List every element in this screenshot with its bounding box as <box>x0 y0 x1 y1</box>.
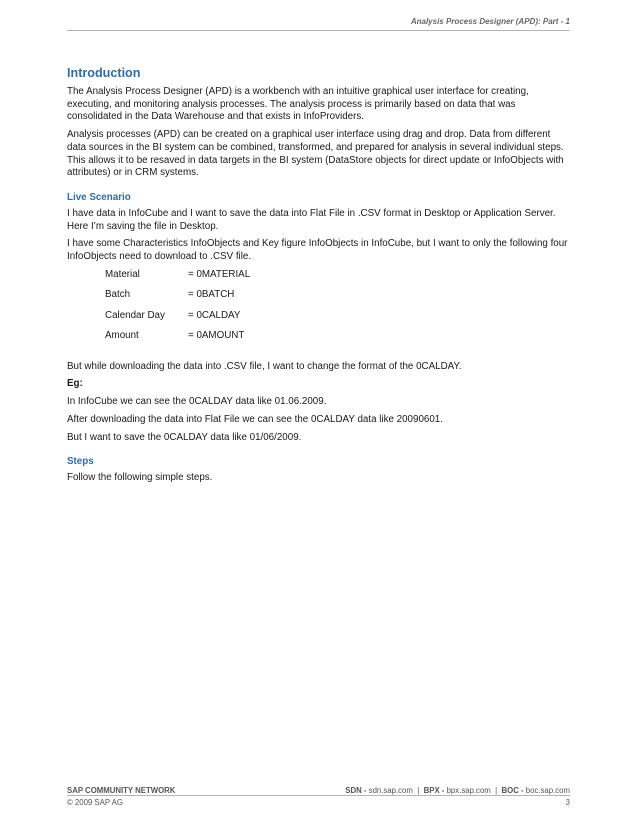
footer-separator: | <box>495 786 498 795</box>
infoobject-value: = 0AMOUNT <box>188 330 245 342</box>
running-header: Analysis Process Designer (APD): Part - 1 <box>410 17 570 26</box>
infoobject-name: Material <box>105 268 140 280</box>
introduction-heading: Introduction <box>67 66 141 80</box>
list-item <box>105 269 250 290</box>
page-content <box>67 66 570 490</box>
steps-text: Follow the following simple steps. <box>67 472 213 484</box>
footer-network: SAP COMMUNITY NETWORK <box>67 786 176 795</box>
page-number: 3 <box>565 798 570 807</box>
steps-heading: Steps <box>67 456 94 468</box>
bpx-link[interactable]: bpx.sap.com <box>446 786 491 795</box>
footer-copyright: © 2009 SAP AG <box>67 798 123 807</box>
intro-paragraph-1: The Analysis Process Designer (APD) is a workbench with an intuitive graphical user interface for creating, executing, and monitoring analysis processes. The analysis process is primarily based on data that was consolidated in the Data Warehouse and that exists in InfoProviders. <box>67 86 529 123</box>
footer-links <box>345 786 570 795</box>
sdn-label: SDN - <box>345 786 367 795</box>
footer-divider <box>67 795 570 796</box>
infoobject-name: Batch <box>105 289 131 301</box>
live-scenario-heading: Live Scenario <box>67 191 131 203</box>
infoobject-value: = 0CALDAY <box>188 309 241 321</box>
boc-label: BOC - <box>501 786 524 795</box>
list-item <box>105 310 250 331</box>
infoobject-name: Calendar Day <box>105 309 165 321</box>
scenario-paragraph-2: I have some Characteristics InfoObjects and Key figure InfoObjects in InfoCube, but I want to only the following four InfoObjects need to download to .CSV file. <box>67 238 568 263</box>
infoobject-value: = 0BATCH <box>188 289 235 301</box>
scenario-after-text: But while downloading the data into .CSV file, I want to change the format of the 0CALDAY. <box>67 360 462 372</box>
example-line-3: But I want to save the 0CALDAY data like 01/06/2009. <box>67 431 302 443</box>
scenario-paragraph-1: I have data in InfoCube and I want to save the data into Flat File in .CSV format in Desktop or Application Server. Here I’m saving the file in Desktop. <box>67 207 556 232</box>
infoobject-name: Amount <box>105 330 139 342</box>
boc-link[interactable]: boc.sap.com <box>525 786 570 795</box>
bpx-label: BPX - <box>423 786 445 795</box>
example-line-2: After downloading the data into Flat File we can see the 0CALDAY data like 20090601. <box>67 413 443 425</box>
sdn-link[interactable]: sdn.sap.com <box>368 786 413 795</box>
list-item <box>105 289 250 310</box>
footer-separator: | <box>417 786 420 795</box>
header-divider <box>67 30 570 31</box>
infoobject-list <box>105 269 250 351</box>
list-item <box>105 330 250 351</box>
example-line-1: In InfoCube we can see the 0CALDAY data like 01.06.2009. <box>67 396 327 408</box>
intro-paragraph-2: Analysis processes (APD) can be created on a graphical user interface using drag and drop. Data from different data sources in the BI system can be combined, transformed, and prepared for analysis in several individual steps. This allows it to be resaved in data targets in the BI system (DataStore objects for direct update or InfoObjects with attributes) or in CRM systems. <box>67 129 564 179</box>
infoobject-value: = 0MATERIAL <box>188 268 251 280</box>
example-label: Eg: <box>67 378 83 390</box>
